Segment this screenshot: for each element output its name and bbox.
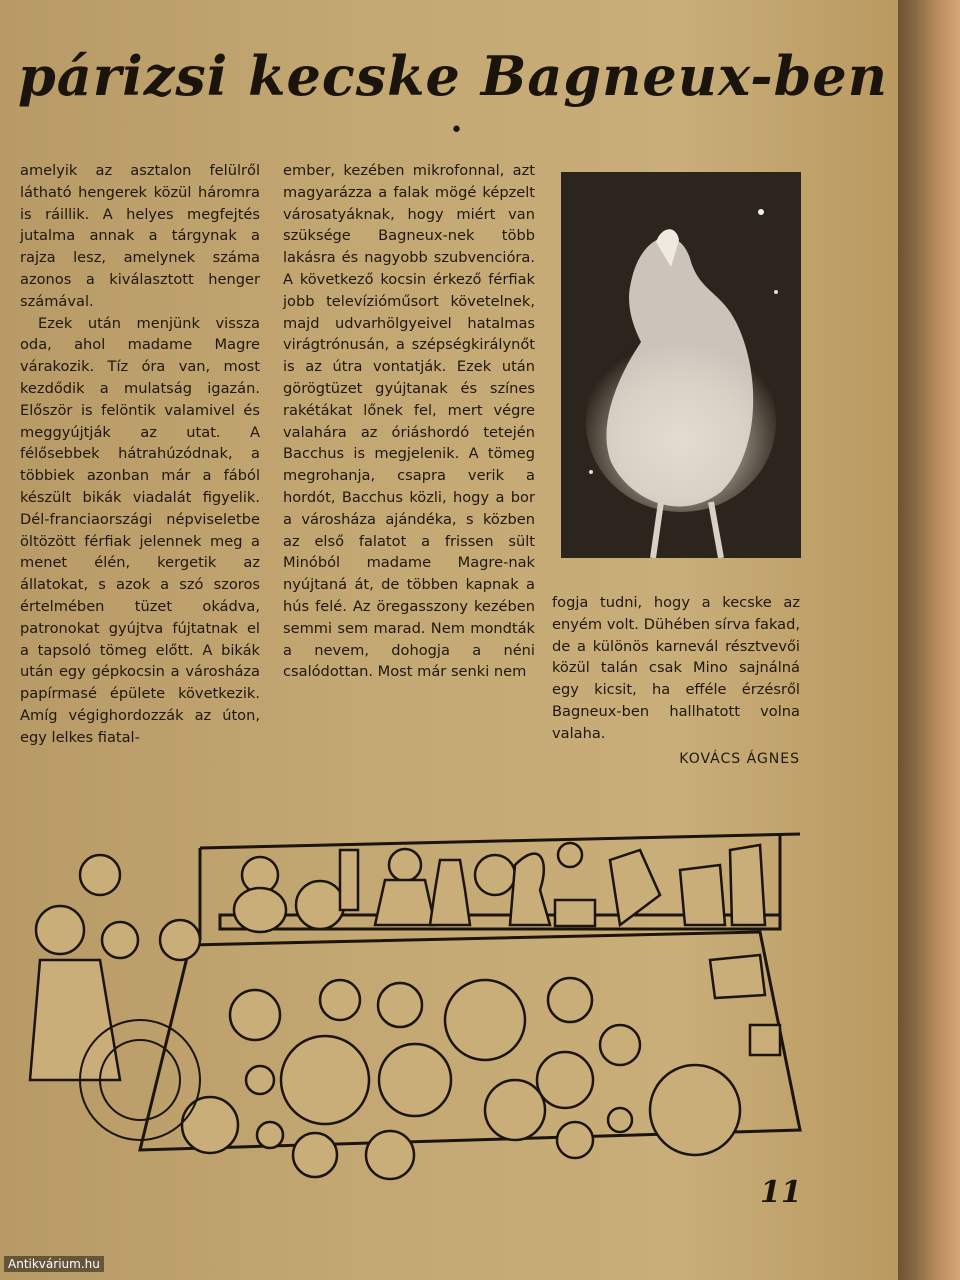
puzzle-illustration: [20, 820, 820, 1210]
paragraph: Ezek után menjünk vissza oda, ahol madame Magre várakozik. Tíz óra van, most kezdődik a mulatság igazán. Először is felöntik valamivel és meggyújtják az utat. A félősebbek hátrahúzódnak, a többiek azonban már a fából készült bikák viadalát figyelik. Dél-franciaországi népviseletbe öltözött férfiak jelennek meg a menet élén, kergetik az állatokat, s azok a szó szoros értelmében tüzet okádva, patronokat gyújtva fújtatnak el a tapsoló tömeg előtt. A bikák után egy gépkocsin a városháza papírmasé épülete következik. Amíg végighordozzák az úton, egy lelkes fiatal-: [20, 314, 260, 746]
text-column-2: [283, 160, 535, 683]
ornament-dot: •: [450, 118, 463, 143]
page-number: 11: [760, 1175, 802, 1210]
text-column-1: [20, 160, 260, 749]
text-column-3: [552, 592, 800, 770]
goat-photo: [561, 172, 801, 558]
paragraph: fogja tudni, hogy a kecske az enyém volt. Dühében sírva fakad, de a különös karnevál résztvevői közül talán csak Mino sajnálná egy kicsit, ha efféle érzésről Bagneux-ben hallhatott volna valaha.: [552, 594, 800, 742]
paragraph: amelyik az asztalon felülről látható hengerek közül háromra is ráillik. A helyes megfejtés jutalma annak a tárgynak a rajza lesz, amelynek száma azonos a kiválasztott henger számával.: [20, 162, 260, 310]
watermark: Antikvárium.hu: [4, 1256, 104, 1272]
article-title: párizsi kecske Bagneux-ben: [18, 44, 889, 108]
book-edge: [898, 0, 960, 1280]
author-signature: KOVÁCS ÁGNES: [679, 750, 800, 767]
paragraph: ember, kezében mikrofonnal, azt magyarázza a falak mögé képzelt városatyáknak, hogy miért van szüksége Bagneux-nek több lakásra és nagyobb szubvencióra. A következő kocsin érkező férfiak jobb televízióműsort követelnek, majd udvarhölgyeivel hatalmas virágtrónusán, a szépségkirálynőt is az útra vontatják. Ezek után görögtüzet gyújtanak és színes rakétákat lőnek fel, mert végre valahára az óriáshordó tetején Bacchus is megjelenik. A tömeg megrohanja, csapra verik a hordót, Bacchus közli, hogy a bor a városháza ajándéka, s közben az első falatot a frissen sült Minóból madame Magre-nak nyújtaná át, de többen kapnak a hús felé. Az öregasszony kezében semmi sem marad. Nem mondták a nevem, dohogja a néni csalódottan. Most már senki nem: [283, 162, 535, 681]
